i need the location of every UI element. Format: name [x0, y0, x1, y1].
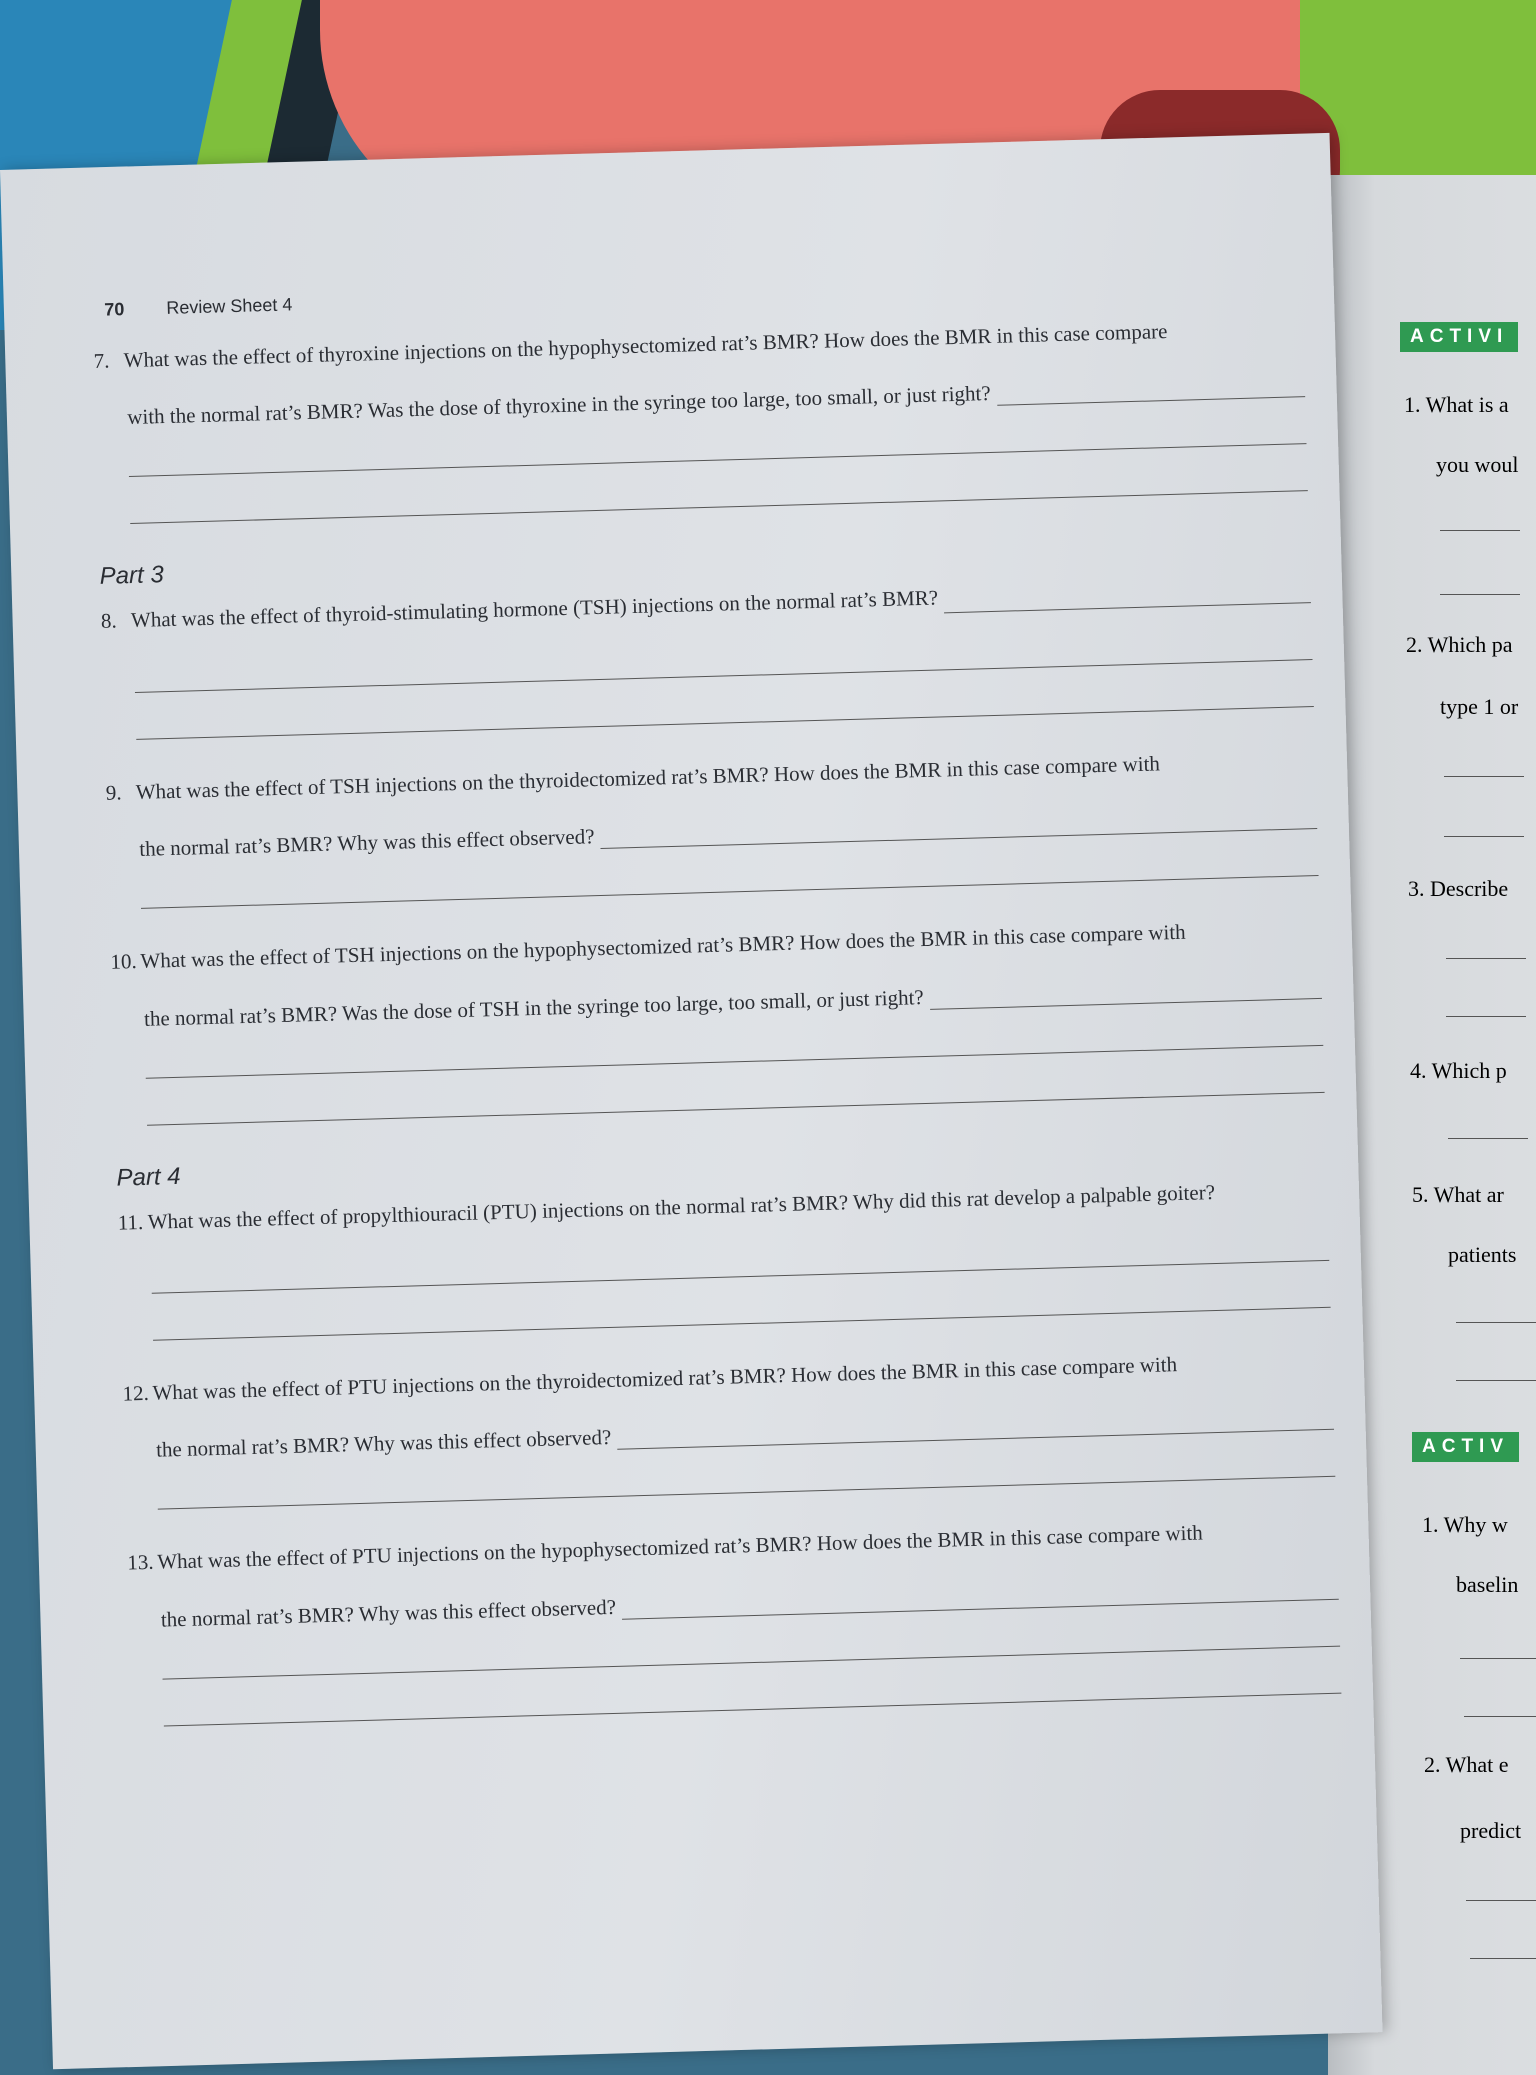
question-10	[110, 914, 1325, 1126]
answer-line[interactable]	[1464, 1716, 1536, 1717]
answer-line[interactable]	[944, 601, 1311, 613]
question-number: 8.	[100, 608, 118, 634]
right-item: baselin	[1456, 1572, 1519, 1597]
sheet-title: Review Sheet 4	[166, 294, 293, 318]
part-heading: Part 4	[116, 1162, 181, 1192]
right-item: 2. What e	[1424, 1752, 1509, 1777]
question-text-cont: the normal rat’s BMR? Why was this effect observed?	[160, 1594, 617, 1632]
right-item: patients	[1448, 1242, 1517, 1267]
question-12	[122, 1346, 1335, 1511]
answer-line[interactable]	[1444, 776, 1524, 777]
answer-line[interactable]	[1440, 530, 1520, 531]
right-item: 4. Which p	[1410, 1058, 1507, 1083]
worksheet-content	[92, 266, 1342, 1765]
question-number: 13.	[126, 1550, 154, 1575]
question-text: What was the effect of thyroid-stimulating hormone (TSH) injections on the normal rat’s BMR?	[130, 585, 939, 633]
question-number: 12.	[122, 1380, 150, 1406]
question-text: What was the effect of PTU injections on the hypophysectomized rat’s BMR? How does the BMR in this case compare with	[156, 1520, 1204, 1575]
right-item: 2. Which pa	[1406, 632, 1513, 657]
answer-line[interactable]	[1460, 1658, 1536, 1659]
question-8	[101, 573, 1314, 740]
question-9	[105, 745, 1318, 910]
question-text-cont: the normal rat’s BMR? Was the dose of TSH in the syringe too large, too small, or just right?	[143, 984, 924, 1031]
question-11	[117, 1174, 1330, 1341]
answer-line[interactable]	[1470, 1958, 1536, 1959]
question-text-cont: the normal rat’s BMR? Why was this effect observed?	[139, 824, 595, 862]
question-number: 9.	[105, 780, 122, 805]
answer-line[interactable]	[1446, 958, 1526, 959]
question-text: What was the effect of propylthiouracil (PTU) injections on the normal rat’s BMR? Why did this rat develop a palpable goiter?	[147, 1179, 1216, 1234]
part-heading: Part 3	[99, 561, 165, 591]
page-number: 70	[103, 299, 125, 320]
answer-line[interactable]	[1446, 1016, 1526, 1017]
right-item: 5. What ar	[1412, 1182, 1504, 1207]
right-item: you woul	[1436, 452, 1519, 477]
question-7	[93, 313, 1308, 525]
question-text-cont: with the normal rat’s BMR? Was the dose of thyroxine in the syringe too large, too small, or just right?	[126, 381, 991, 430]
answer-line[interactable]	[1440, 594, 1520, 595]
answer-line[interactable]	[1456, 1322, 1536, 1323]
right-item: type 1 or	[1440, 694, 1519, 719]
answer-line[interactable]	[1444, 836, 1524, 837]
right-item: 3. Describe	[1408, 876, 1509, 901]
question-text: What was the effect of TSH injections on the hypophysectomized rat’s BMR? How does the BMR in this case compare with	[140, 919, 1186, 974]
question-number: 7.	[93, 348, 110, 373]
question-number: 11.	[117, 1209, 144, 1235]
question-text: What was the effect of TSH injections on the thyroidectomized rat’s BMR? How does the BMR in this case compare with	[135, 751, 1161, 804]
right-item: 1. Why w	[1422, 1512, 1508, 1537]
answer-line[interactable]	[1448, 1138, 1528, 1139]
answer-line[interactable]	[1466, 1900, 1536, 1901]
activity-banner: ACTIVI	[1400, 322, 1518, 352]
right-item: predict	[1460, 1818, 1522, 1843]
question-text: What was the effect of PTU injections on the thyroidectomized rat’s BMR? How does the BMR in this case compare with	[152, 1352, 1178, 1405]
question-text: What was the effect of thyroxine injections on the hypophysectomized rat’s BMR? How does the BMR in this case compare	[123, 318, 1168, 373]
question-number: 10.	[110, 949, 138, 974]
activity-banner: ACTIV	[1412, 1432, 1519, 1462]
question-text-cont: the normal rat’s BMR? Why was this effect observed?	[155, 1425, 612, 1462]
question-13	[127, 1515, 1342, 1727]
right-item: 1. What is a	[1404, 392, 1509, 417]
answer-line[interactable]	[1456, 1380, 1536, 1381]
